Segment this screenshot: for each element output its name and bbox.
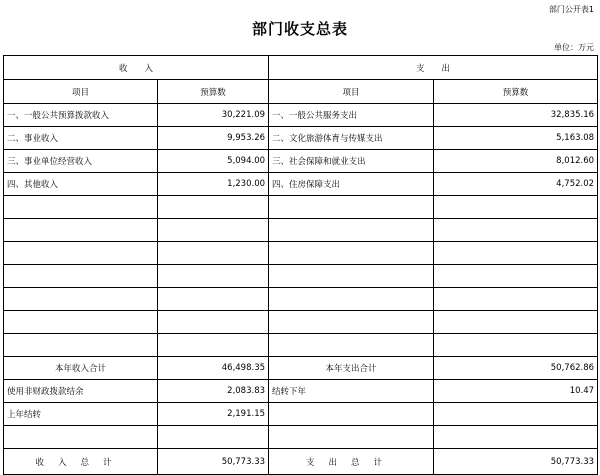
expense-item-value: 5,163.08	[434, 127, 598, 150]
income-extra-value: 2,191.15	[158, 403, 269, 426]
page-title: 部门收支总表	[251, 20, 348, 38]
empty-row	[4, 219, 598, 242]
empty-row	[4, 242, 598, 265]
expense-extra-name: 结转下年	[269, 380, 434, 403]
income-extra-value: 2,083.83	[158, 380, 269, 403]
unit-label: 单位：万元	[554, 43, 594, 52]
income-extra-name: 使用非财政拨款结余	[4, 380, 158, 403]
income-total-value: 50,773.33	[158, 449, 269, 475]
empty-row	[4, 426, 598, 449]
income-subtotal-value: 46,498.35	[158, 357, 269, 380]
income-item-value: 5,094.00	[158, 150, 269, 173]
income-item-name: 四、其他收入	[4, 173, 158, 196]
grand-total-row	[4, 449, 598, 475]
income-item-name: 三、事业单位经营收入	[4, 150, 158, 173]
expense-subtotal-value: 50,762.86	[434, 357, 598, 380]
income-extra-name: 上年结转	[4, 403, 158, 426]
expense-total-label: 支出总计	[269, 449, 434, 475]
table-row	[4, 173, 598, 196]
expense-item-value: 32,835.16	[434, 104, 598, 127]
income-item-value: 9,953.26	[158, 127, 269, 150]
expense-item-value: 8,012.60	[434, 150, 598, 173]
expense-item-name: 二、文化旅游体育与传媒支出	[269, 127, 434, 150]
empty-row	[4, 265, 598, 288]
income-item-col-header: 项目	[4, 80, 158, 104]
income-item-name: 二、事业收入	[4, 127, 158, 150]
expense-subtotal-label: 本年支出合计	[269, 357, 434, 380]
empty-row	[4, 196, 598, 219]
expense-section-header: 支 出	[269, 56, 598, 80]
form-number: 部门公开表1	[548, 5, 594, 14]
expense-total-value: 50,773.33	[434, 449, 598, 475]
expense-item-name: 一、一般公共服务支出	[269, 104, 434, 127]
empty-row	[4, 334, 598, 357]
expense-extra-value: 10.47	[434, 380, 598, 403]
subtotal-row	[4, 357, 598, 380]
income-item-value: 30,221.09	[158, 104, 269, 127]
income-subtotal-label: 本年收入合计	[4, 357, 158, 380]
expense-item-col-header: 项目	[269, 80, 434, 104]
table-row	[4, 403, 598, 426]
income-item-value: 1,230.00	[158, 173, 269, 196]
section-header-row	[4, 56, 598, 80]
table-row	[4, 150, 598, 173]
table-row	[4, 104, 598, 127]
expense-item-name: 三、社会保障和就业支出	[269, 150, 434, 173]
expense-item-value: 4,752.02	[434, 173, 598, 196]
table-row	[4, 127, 598, 150]
income-budget-col-header: 预算数	[158, 80, 269, 104]
table-row	[4, 380, 598, 403]
income-section-header: 收 入	[4, 56, 269, 80]
expense-item-name: 四、住房保障支出	[269, 173, 434, 196]
empty-row	[4, 288, 598, 311]
expense-extra-value	[434, 403, 598, 426]
income-item-name: 一、一般公共预算拨款收入	[4, 104, 158, 127]
column-header-row	[4, 80, 598, 104]
budget-table	[3, 55, 598, 475]
income-total-label: 收入总计	[4, 449, 158, 475]
expense-budget-col-header: 预算数	[434, 80, 598, 104]
empty-row	[4, 311, 598, 334]
expense-extra-name	[269, 403, 434, 426]
